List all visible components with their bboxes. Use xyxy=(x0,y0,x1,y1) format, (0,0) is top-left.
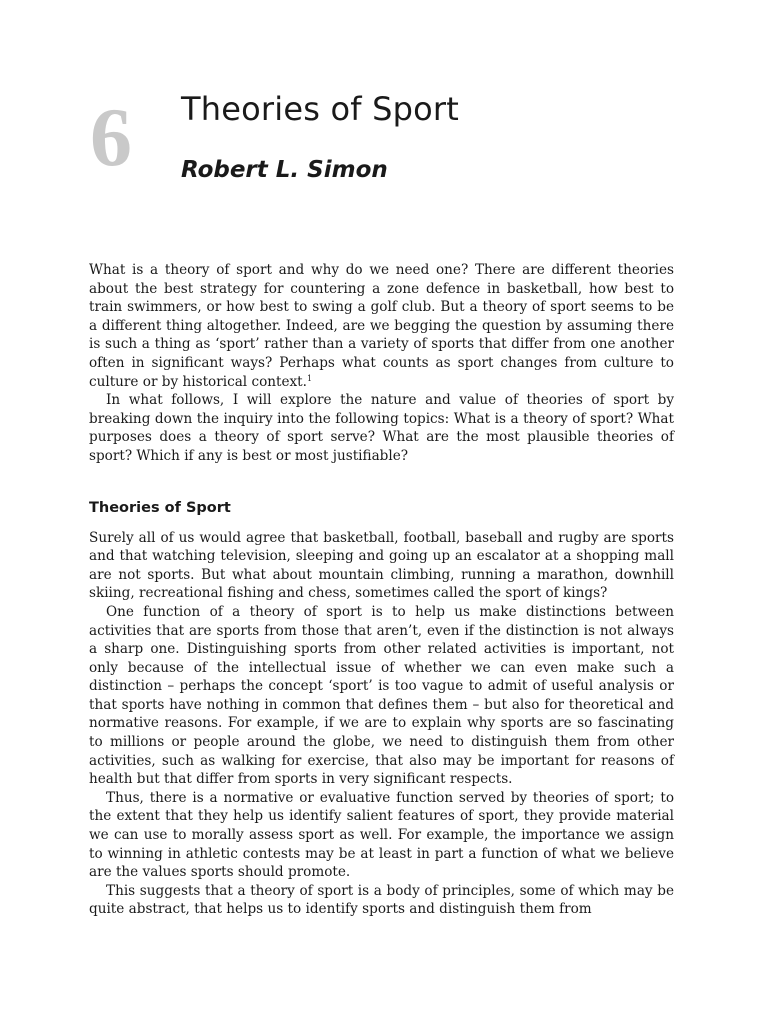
chapter-number: 6 xyxy=(90,91,132,184)
section-paragraph-1: Surely all of us would agree that basketball, football, baseball and rugby are sports and that watching television, sleeping and going up an escalator at a shopping mall are not sports. But what about mountain climbing, running a marathon, downhill skiing, recreational fishing and chess, sometimes called the sport of kings? xyxy=(89,529,674,602)
section-paragraph-3: Thus, there is a normative or evaluative function served by theories of sport; to the extent that they help us identify salient features of sport, they provide material we can use to morally assess sport as well. For example, the importance we assign to winning in athletic contests may be at least in part a function of what we believe are the values sports should promote. xyxy=(89,789,674,881)
footnote-marker: 1 xyxy=(306,373,313,383)
intro-paragraph-1-text: What is a theory of sport and why do we need one? There are different theories about the best strategy for countering a zone defence in basketball, how best to train swimmers, or how best to swing a golf club. But a theory of sport seems to be a different thing altogether. Indeed, are we begging the question by assuming there is such a thing as ‘sport’ rather than a variety of sports that differ from one another often in significant ways? Perhaps what counts as sport changes from culture to culture or by historical context. xyxy=(89,262,674,390)
body-text xyxy=(89,261,674,919)
intro-paragraph-1 xyxy=(89,261,674,391)
section-paragraph-4: This suggests that a theory of sport is a body of principles, some of which may be quite abstract, that helps us to identify sports and distinguish them from xyxy=(89,882,674,918)
section-heading: Theories of Sport xyxy=(89,499,231,516)
intro-paragraph-2: In what follows, I will explore the nature and value of theories of sport by breaking down the inquiry into the following topics: What is a theory of sport? What purposes does a theory of sport serve? What are the most plausible theories of sport? Which if any is best or most justifiable? xyxy=(89,392,674,464)
chapter-author: Robert L. Simon xyxy=(181,157,388,183)
section-paragraph-2: One function of a theory of sport is to help us make distinctions between activities that are sports from those that aren’t, even if the distinction is not always a sharp one. Distinguishing sports from other related activities is important, not only because of the intellectual issue of whether we can even make such a distinction – perhaps the concept ‘sport’ is too vague to admit of useful analysis or that sports have nothing in common that defines them – but also for theoretical and normative reasons. For example, if we are to explain why sports are so fascinating to millions or people around the globe, we need to distinguish them from other activities, such as walking for exercise, that also may be important for reasons of health but that differ from sports in very significant respects. xyxy=(89,603,674,788)
chapter-title: Theories of Sport xyxy=(181,90,459,128)
